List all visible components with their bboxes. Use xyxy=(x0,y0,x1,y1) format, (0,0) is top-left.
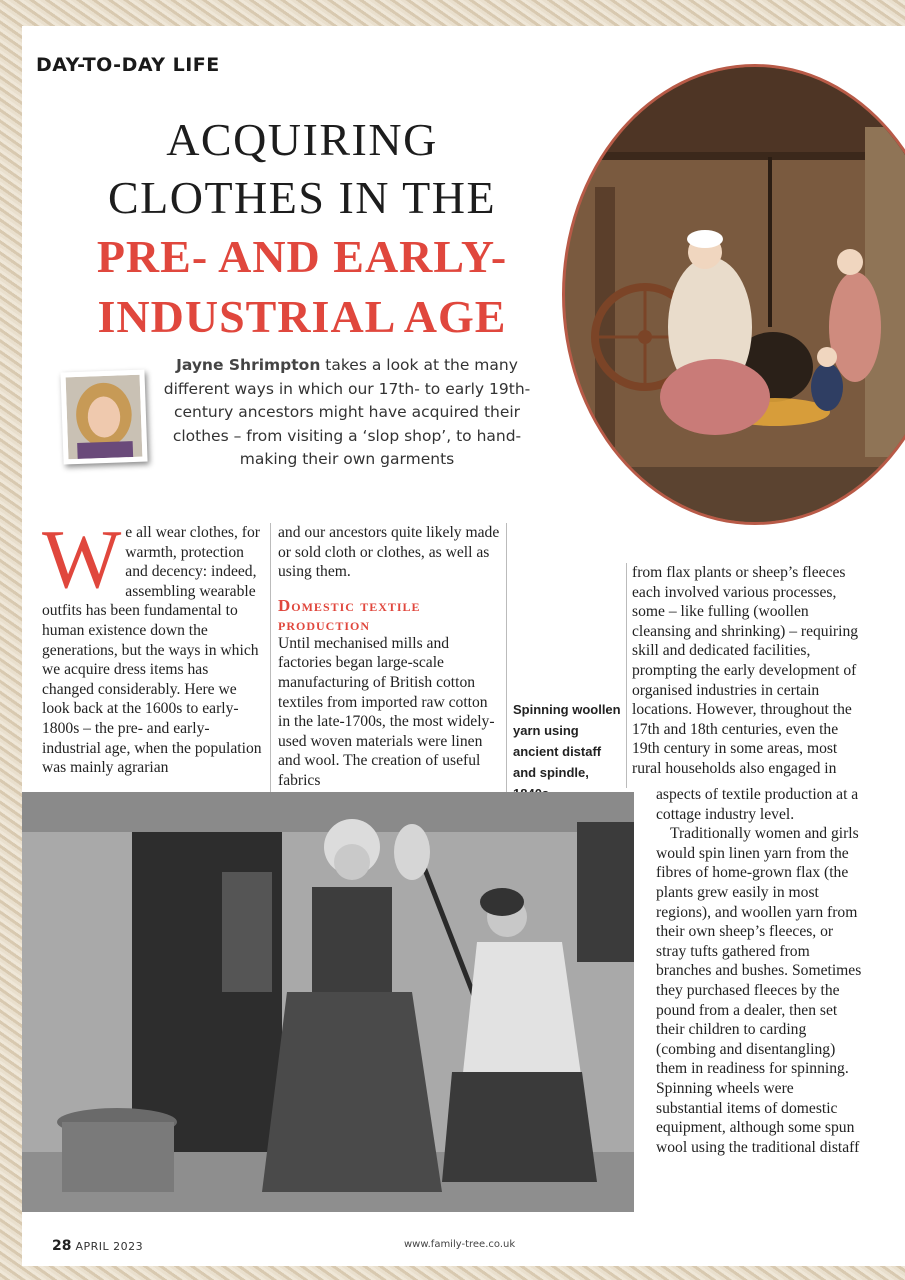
body-column-1 xyxy=(42,513,264,778)
author-portrait xyxy=(66,375,143,460)
author-photo xyxy=(60,370,147,465)
engraving-illustration xyxy=(22,792,634,1212)
issue-date: APRIL 2023 xyxy=(75,1240,144,1253)
drop-cap: W xyxy=(42,513,122,606)
title-line-2: CLOTHES IN THE xyxy=(107,172,497,223)
standfirst-text: takes a look at the many different ways in which our 17th- to early 19th-century ancestors might have acquired their clothes – from visiting a ‘slop shop’, to hand-making their own garments xyxy=(163,356,531,468)
column-divider xyxy=(270,523,271,798)
title-line-4: INDUSTRIAL AGE xyxy=(97,291,507,342)
author-name: Jayne Shrimpton xyxy=(176,356,321,374)
column-divider xyxy=(506,523,507,798)
body-col3b-para-2: Traditionally women and girls would spin linen yarn from the fibres of home-grown flax (the plants grew easily in most regions), and woollen yarn from their own sheep’s fleeces, or stray tufts gathered from branches and bushes. Sometimes they purchased fleeces by the pound from a dealer, then set their children to carding (combing and disentangling) them in readiness for spinning. Spinning wheels were substantial items of domestic equipment, although some spun wool using the traditional distaff xyxy=(656,825,862,1156)
column-divider xyxy=(626,563,627,788)
body-col2-text: Until mechanised mills and factories began large-scale manufacturing of British cotton textiles from imported raw cotton in the late-1700s, the most widely-used woven materials were linen and wool. The creation of useful fabrics xyxy=(278,634,495,789)
subheading-domestic-textile: Domestic textile production xyxy=(278,595,421,634)
body-column-2 xyxy=(278,523,500,791)
hero-illustration-spinning-kitchen xyxy=(562,64,905,525)
body-col3b-para-1: aspects of textile production at a cottage industry level. xyxy=(656,786,859,823)
page-number: 28 xyxy=(52,1238,72,1254)
standfirst xyxy=(152,354,542,472)
title-line-1: ACQUIRING xyxy=(166,114,438,165)
photo-distaff-spinning xyxy=(22,792,634,1212)
page-footer xyxy=(52,1238,143,1254)
body-col1-text: e all wear clothes, for warmth, protection and decency: indeed, assembling wearable outfits has been fundamental to human existence down the generations, but the ways in which we acquire dress items has changed considerably. Here we look back at the 1600s to early-1800s – the pre- and early-industrial age, when the population was mainly agrarian xyxy=(42,524,262,777)
body-col2-intro: and our ancestors quite likely made or sold cloth or clothes, as well as using them. xyxy=(278,524,500,581)
footer-url: www.family-tree.co.uk xyxy=(404,1239,516,1250)
article-title xyxy=(42,111,562,347)
magazine-page xyxy=(22,26,905,1266)
hero-illustration xyxy=(565,67,905,522)
section-label: DAY-TO-DAY LIFE xyxy=(36,54,220,76)
body-column-3: from flax plants or sheep’s fleeces each involved various processes, some – like fulling (woollen cleansing and shrinking) – requiring skill and dedicated facilities, prompting the early development of organised industries in certain locations. However, throughout the 17th and 18th centuries, even the 19th century in some areas, most rural households also engaged in xyxy=(632,564,859,777)
photo-caption: Spinning woollen yarn using ancient distaff and spindle, xyxy=(513,702,621,780)
title-line-3: PRE- AND EARLY- xyxy=(96,231,508,282)
body-column-3-continued xyxy=(656,785,862,1157)
